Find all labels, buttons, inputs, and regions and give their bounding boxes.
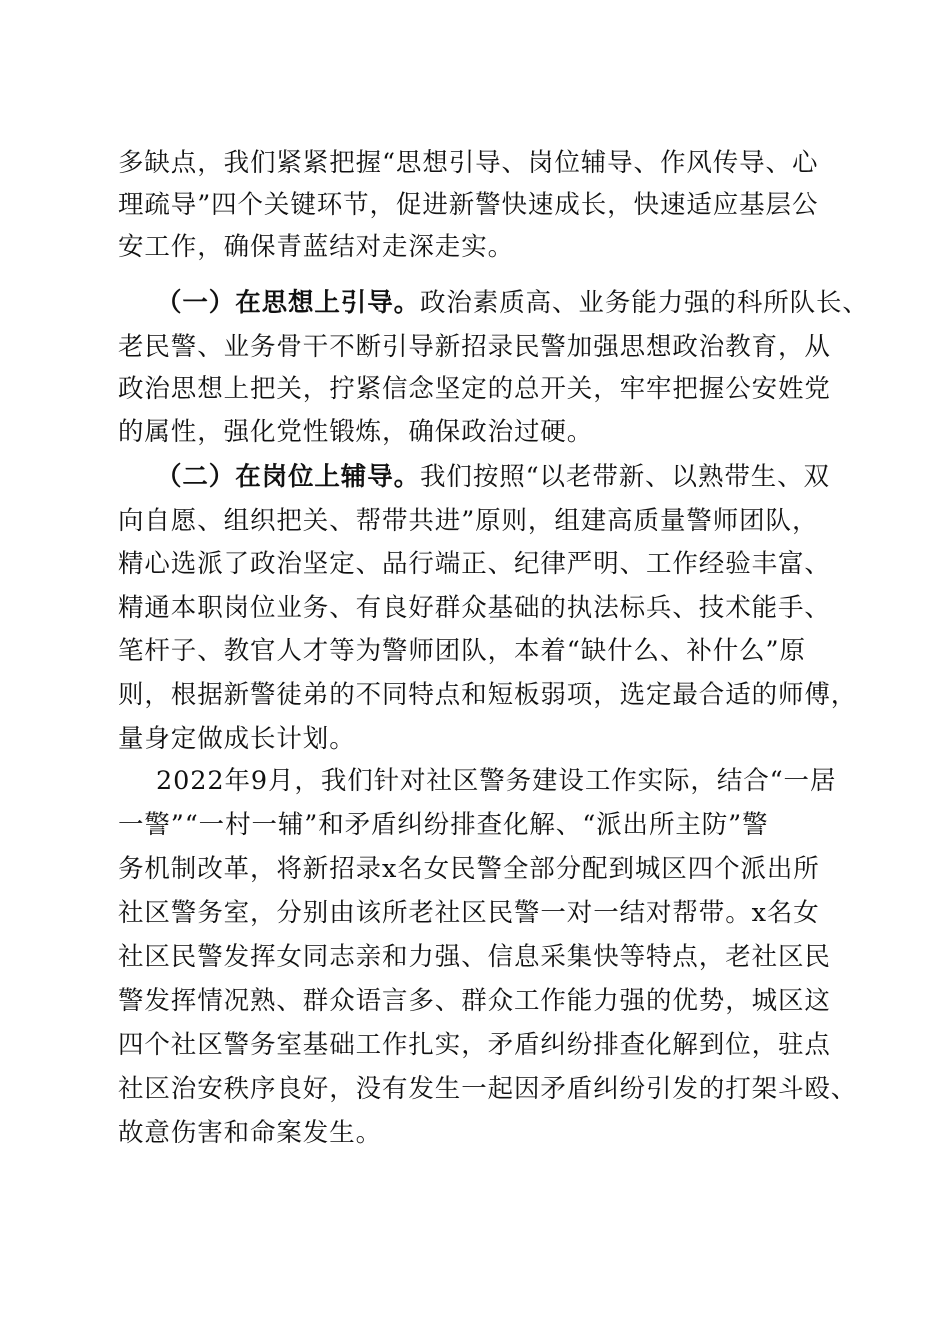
text-line: 2022年9月，我们针对社区警务建设工作实际，结合“一居 xyxy=(156,766,837,796)
text-line: 向自愿、组织把关、帮带共进”原则，组建高质量警师团队， xyxy=(118,506,819,536)
section-one-heading: 在思想上引导。 xyxy=(235,288,421,318)
text-line: 精心选派了政治坚定、品行端正、纪律严明、工作经验丰富、 xyxy=(118,549,831,579)
section-one-marker: （一） xyxy=(156,288,236,318)
text-line: 精通本职岗位业务、有良好群众基础的执法标兵、技术能手、 xyxy=(118,593,831,623)
section-two-line xyxy=(156,462,830,492)
text-line: 理疏导”四个关键环节，促进新警快速成长，快速适应基层公 xyxy=(118,190,819,220)
text-line: 安工作，确保青蓝结对走深走实。 xyxy=(118,232,515,262)
section-two-marker: （二） xyxy=(156,462,236,492)
text-line: 一警”“一村一辅”和矛盾纠纷排查化解、“派出所主防”警 xyxy=(118,810,769,840)
text-line: 老民警、业务骨干不断引导新招录民警加强思想政治教育，从 xyxy=(118,332,831,362)
text-line: 警发挥情况熟、群众语言多、群众工作能力强的优势，城区这 xyxy=(118,986,831,1016)
text-line: 故意伤害和命案发生。 xyxy=(118,1118,383,1148)
text-line: 量身定做成长计划。 xyxy=(118,724,356,754)
text-line: 社区治安秩序良好，没有发生一起因矛盾纠纷引发的打架斗殴、 xyxy=(118,1074,858,1104)
section-one-text: 政治素质高、业务能力强的科所队长、 xyxy=(420,288,869,318)
text-line: 的属性，强化党性锻炼，确保政治过硬。 xyxy=(118,417,594,447)
text-line: 四个社区警务室基础工作扎实，矛盾纠纷排查化解到位，驻点 xyxy=(118,1030,831,1060)
text-line: 笔杆子、教官人才等为警师团队，本着“缺什么、补什么”原 xyxy=(118,636,806,666)
text-line: 社区民警发挥女同志亲和力强、信息采集快等特点，老社区民 xyxy=(118,942,831,972)
text-line: 则，根据新警徒弟的不同特点和短板弱项，选定最合适的师傅， xyxy=(118,680,858,710)
section-one-line xyxy=(156,288,869,318)
section-two-text: 我们按照“以老带新、以熟带生、双 xyxy=(420,462,830,492)
text-line: 多缺点，我们紧紧把握“思想引导、岗位辅导、作风传导、心 xyxy=(118,148,819,178)
text-line: 社区警务室，分别由该所老社区民警一对一结对帮带。x名女 xyxy=(118,898,820,928)
text-line: 务机制改革，将新招录x名女民警全部分配到城区四个派出所 xyxy=(118,854,820,884)
text-line: 政治思想上把关，拧紧信念坚定的总开关，牢牢把握公安姓党 xyxy=(118,374,831,404)
section-two-heading: 在岗位上辅导。 xyxy=(235,462,421,492)
